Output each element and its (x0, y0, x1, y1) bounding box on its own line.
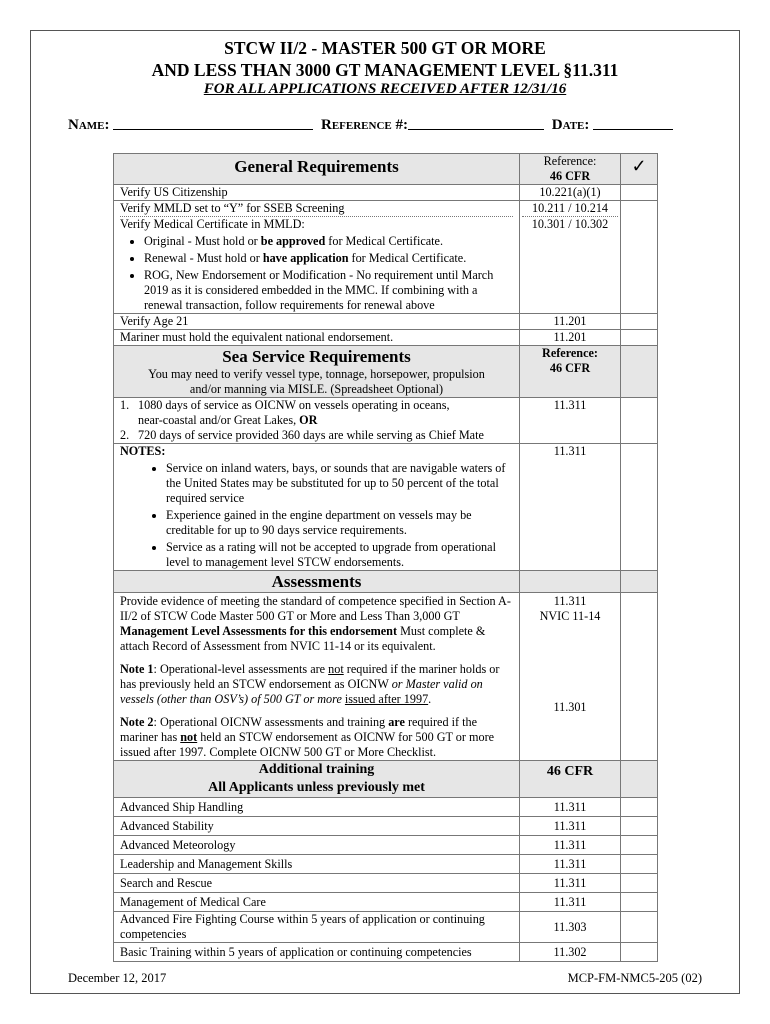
paragraph-text: Provide evidence of meeting the standard of competence specified in Section A-II/2 of STCW Code Master 500 GT or More and Less Than 3,000 GT (120, 594, 511, 623)
table-row (114, 893, 658, 912)
general-header-row (114, 154, 658, 185)
list-item (120, 398, 513, 428)
check-cell[interactable] (621, 893, 658, 912)
check-cell[interactable] (621, 398, 658, 444)
check-cell[interactable] (621, 593, 658, 761)
document-title-line2: AND LESS THAN 3000 GT MANAGEMENT LEVEL §11.311 (151, 60, 619, 80)
list-item: • ROG, New Endorsement or Modification - No requirement until March 2019 as it is considered embedded in the MMC. If combining with a renewal transaction, follow requirements for renewal above (144, 268, 513, 313)
item-text: 720 days of service provided 360 days are while serving as Chief Mate (138, 428, 484, 442)
footer-form-id: MCP-FM-NMC5-205 (02) (567, 971, 702, 985)
list-item: • Service as a rating will not be accepted to upgrade from operational level to management level STCW endorsements. (166, 540, 513, 570)
check-cell[interactable] (621, 912, 658, 943)
check-cell[interactable] (621, 798, 658, 817)
row-text: Mariner must hold the equivalent national endorsement. (114, 330, 520, 346)
row-text: Management of Medical Care (114, 893, 520, 912)
note-underline: issued after 1997 (344, 692, 429, 706)
note-underline: not (328, 662, 344, 676)
table-row (114, 314, 658, 330)
bullet-text: Renewal - Must hold or (144, 251, 263, 265)
row-text: Advanced Fire Fighting Course within 5 years of application or continuing competencies (114, 912, 520, 943)
note-text: . (428, 692, 432, 706)
note-text: : Operational-level assessments are (153, 662, 329, 676)
row-ref: 11.201 (520, 314, 621, 330)
item-or: OR (296, 413, 318, 427)
name-field[interactable] (113, 115, 313, 130)
check-cell[interactable] (621, 444, 658, 571)
ref-header-label: Reference: (543, 154, 597, 168)
assessments-ref-cell (520, 593, 621, 761)
note-text: required if the mariner has (120, 715, 477, 744)
list-item: • Experience gained in the engine department on vessels may be creditable for up to 90 days service requirements. (166, 508, 513, 538)
check-cell[interactable] (621, 314, 658, 330)
table-row (114, 185, 658, 201)
check-cell[interactable] (621, 943, 658, 962)
table-row (114, 943, 658, 962)
check-cell[interactable] (621, 874, 658, 893)
row-text: Advanced Stability (114, 817, 520, 836)
training-title-cell (114, 761, 520, 798)
medical-bullets (120, 234, 513, 313)
check-cell[interactable] (621, 855, 658, 874)
row-ref: 11.311 (520, 855, 621, 874)
note-bold-underline: not (180, 730, 198, 744)
note-text: required if the mariner holds or has previously held an STCW endorsement as OICNW (120, 662, 500, 691)
general-ref-header (520, 154, 621, 185)
training-ref-header (520, 761, 621, 798)
sea-title: Sea Service Requirements (222, 347, 411, 366)
list-item (120, 428, 513, 443)
check-cell[interactable] (621, 201, 658, 314)
assessment-paragraph (120, 593, 513, 654)
assessments-title-cell (114, 571, 520, 593)
note-2 (120, 715, 513, 760)
row-text: Advanced Meteorology (114, 836, 520, 855)
assessments-header-row (114, 571, 658, 593)
row-ref: NVIC 11-14 (539, 609, 601, 623)
row-ref: 11.311 (553, 594, 587, 608)
sea-title-cell (114, 346, 520, 398)
sea-subtitle: You may need to verify vessel type, tonnage, horsepower, propulsion and/or manning via MISLE. (Spreadsheet Optional) (148, 367, 485, 396)
item-number: 1. (120, 398, 130, 412)
item-text: 1080 days of service as OICNW on vessels operating in oceans, near-coastal and/or Great Lakes, (138, 398, 450, 427)
sea-items-cell (114, 398, 520, 444)
row-text: Search and Rescue (114, 874, 520, 893)
note-text: : Operational OICNW assessments and training (153, 715, 389, 729)
check-cell[interactable] (621, 817, 658, 836)
row-text: Verify MMLD set to “Y” for SSEB Screening (120, 201, 513, 217)
ref-header-label: Reference: (542, 346, 598, 360)
table-row (114, 855, 658, 874)
table-row (114, 874, 658, 893)
reference-label: Reference #: (321, 117, 408, 133)
sea-header-row (114, 346, 658, 398)
row-text: Verify Medical Certificate in MMLD: (120, 217, 305, 231)
ref-header-cfr: 46 CFR (549, 169, 591, 183)
training-title: Additional training (258, 762, 375, 777)
row-ref: 11.311 (520, 444, 621, 571)
bullet-text: for Medical Certificate. (348, 251, 467, 265)
row-text: Verify Age 21 (114, 314, 520, 330)
notes-list (120, 461, 513, 570)
row-ref: 11.302 (520, 943, 621, 962)
document-title-line1: STCW II/2 - MASTER 500 GT OR MORE (224, 38, 546, 58)
check-header (621, 761, 658, 798)
bullet-bold: be approved (260, 234, 326, 248)
row-ref: 11.201 (520, 330, 621, 346)
list-item (144, 234, 513, 249)
assessments-cell (114, 593, 520, 761)
ref-header-cfr: 46 CFR (549, 361, 591, 375)
document-subtitle: FOR ALL APPLICATIONS RECEIVED AFTER 12/31/16 (203, 81, 567, 97)
row-text: Basic Training within 5 years of application or continuing competencies (114, 943, 520, 962)
table-row (114, 912, 658, 943)
bullet-text: Original - Must hold or (144, 234, 261, 248)
reference-field[interactable] (408, 115, 544, 130)
row-text: Advanced Ship Handling (114, 798, 520, 817)
check-header (621, 346, 658, 398)
training-subtitle: All Applicants unless previously met (208, 780, 425, 795)
list-item: • Service on inland waters, bays, or sounds that are navigable waters of the United States may be substituted for up to 50 percent of the total required service (166, 461, 513, 506)
row-text: Leadership and Management Skills (114, 855, 520, 874)
note-text: held an STCW endorsement as OICNW for 500 GT or more issued after 1997. Complete OICNW 500 GT or More Checklist. (120, 730, 495, 759)
ref-header-cfr: 46 CFR (546, 764, 594, 779)
table-row (114, 798, 658, 817)
row-ref-cell (520, 201, 621, 314)
general-title: General Requirements (234, 157, 399, 176)
table-row (114, 817, 658, 836)
row-text-cell (114, 201, 520, 314)
requirements-table (113, 153, 658, 962)
paragraph-text: Must complete & attach Record of Assessment from NVIC 11-14 or its equivalent. (120, 624, 486, 653)
check-cell[interactable] (621, 185, 658, 201)
table-row (114, 330, 658, 346)
general-title-cell (114, 154, 520, 185)
applicant-fields-row (68, 115, 673, 134)
row-ref: 11.311 (520, 893, 621, 912)
date-label: Date: (551, 117, 590, 133)
training-header-row (114, 761, 658, 798)
check-cell[interactable] (621, 330, 658, 346)
table-row (114, 593, 658, 761)
row-text: Verify US Citizenship (114, 185, 520, 201)
row-ref: 10.221(a)(1) (520, 185, 621, 201)
row-ref: 11.311 (520, 398, 621, 444)
note-label: Note 1 (120, 662, 154, 676)
table-row (114, 836, 658, 855)
notes-cell (114, 444, 520, 571)
assessments-ref-header (520, 571, 621, 593)
list-item (144, 251, 513, 266)
note-bold: are (388, 715, 405, 729)
name-label: Name: (68, 117, 110, 133)
row-ref: 11.311 (520, 817, 621, 836)
check-header (621, 571, 658, 593)
table-row (114, 398, 658, 444)
row-ref: 10.301 / 10.302 (531, 217, 609, 231)
note-label: Note 2 (120, 715, 154, 729)
sea-ref-header (520, 346, 621, 398)
row-ref: 11.311 (520, 874, 621, 893)
check-header (621, 154, 658, 185)
row-ref: 10.211 / 10.214 (522, 201, 618, 217)
row-ref: 11.311 (520, 798, 621, 817)
assessments-title: Assessments (271, 572, 362, 591)
checkmark-icon: ✓ (631, 156, 647, 176)
table-row (114, 444, 658, 571)
row-ref: 11.301 (553, 700, 587, 714)
date-field[interactable] (593, 115, 673, 130)
bullet-bold: have application (262, 251, 349, 265)
table-row (114, 201, 658, 314)
item-number: 2. (120, 428, 130, 442)
check-cell[interactable] (621, 836, 658, 855)
bullet-text: for Medical Certificate. (325, 234, 444, 248)
note-1 (120, 662, 513, 707)
note-italic: or Master valid on vessels (other than OSV’s) of 500 GT or more (120, 677, 483, 706)
paragraph-bold: Management Level Assessments for this endorsement (120, 624, 398, 638)
row-ref: 11.311 (520, 836, 621, 855)
footer-date: December 12, 2017 (68, 971, 167, 985)
notes-label: NOTES: (120, 444, 166, 458)
row-ref: 11.303 (520, 912, 621, 943)
